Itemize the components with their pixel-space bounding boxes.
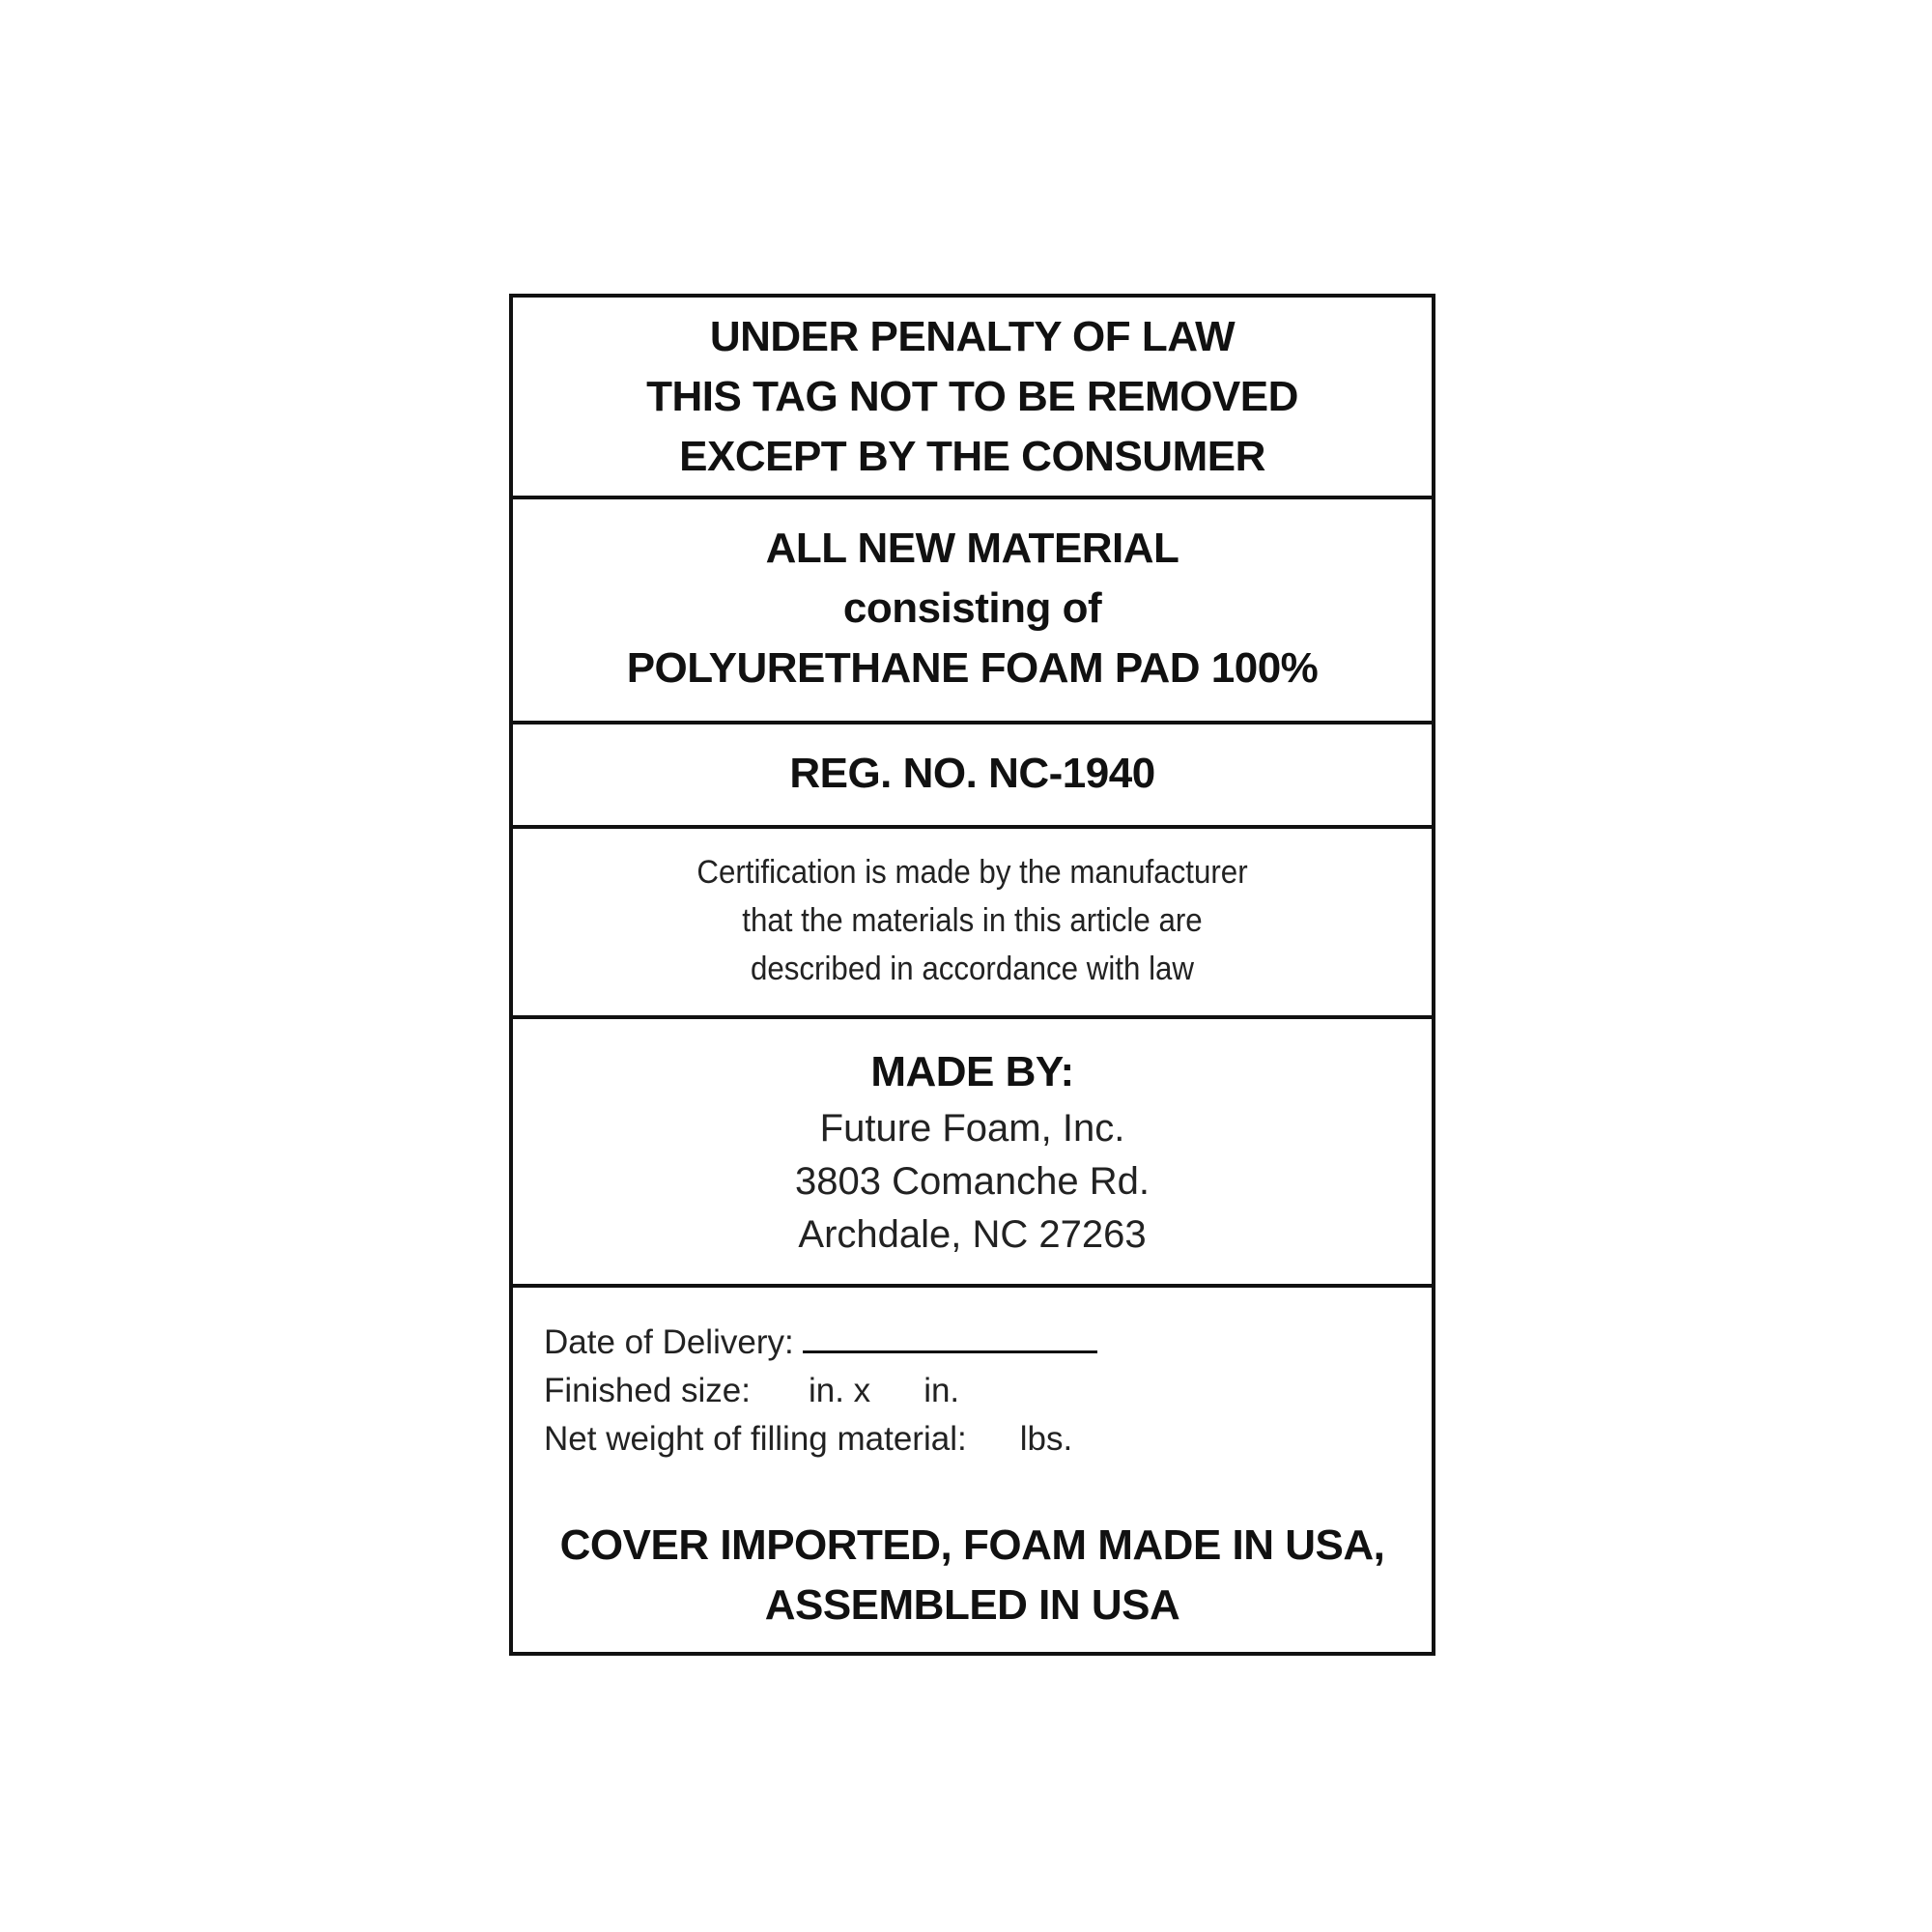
weight-row <box>544 1415 1097 1463</box>
certification-line: described in accordance with law <box>750 951 1195 987</box>
size-unit: in. <box>923 1372 960 1409</box>
maker-heading: MADE BY: <box>870 1048 1074 1095</box>
registration-number: REG. NO. NC-1940 <box>789 750 1155 797</box>
maker-name: Future Foam, Inc. <box>819 1107 1125 1150</box>
date-label: Date of Delivery: <box>544 1323 794 1361</box>
warning-line: UNDER PENALTY OF LAW <box>709 313 1236 360</box>
details-block <box>544 1319 1097 1463</box>
material-section <box>513 499 1432 724</box>
date-blank-line <box>803 1321 1097 1353</box>
warning-line: THIS TAG NOT TO BE REMOVED <box>646 373 1298 420</box>
weight-label: Net weight of filling material: <box>544 1420 967 1458</box>
certification-section <box>513 829 1432 1019</box>
size-label: Finished size: <box>544 1372 751 1409</box>
warning-line: EXCEPT BY THE CONSUMER <box>679 433 1265 480</box>
size-row <box>544 1367 1097 1415</box>
weight-unit: lbs. <box>1019 1420 1073 1458</box>
size-unit: in. x <box>808 1372 871 1409</box>
material-line: consisting of <box>842 584 1102 632</box>
warning-section <box>513 298 1432 499</box>
date-row <box>544 1319 1097 1367</box>
registration-section <box>513 724 1432 829</box>
material-line: POLYURETHANE FOAM PAD 100% <box>626 644 1319 692</box>
origin-statement <box>513 1516 1432 1635</box>
details-section <box>513 1288 1432 1652</box>
maker-city: Archdale, NC 27263 <box>798 1213 1147 1256</box>
law-tag <box>509 294 1435 1656</box>
origin-line: ASSEMBLED IN USA <box>764 1581 1180 1629</box>
maker-section <box>513 1019 1432 1288</box>
maker-street: 3803 Comanche Rd. <box>795 1160 1150 1203</box>
certification-line: Certification is made by the manufacturer <box>696 854 1248 891</box>
certification-line: that the materials in this article are <box>742 902 1203 939</box>
material-line: ALL NEW MATERIAL <box>765 525 1179 572</box>
origin-line: COVER IMPORTED, FOAM MADE IN USA, <box>559 1521 1385 1569</box>
